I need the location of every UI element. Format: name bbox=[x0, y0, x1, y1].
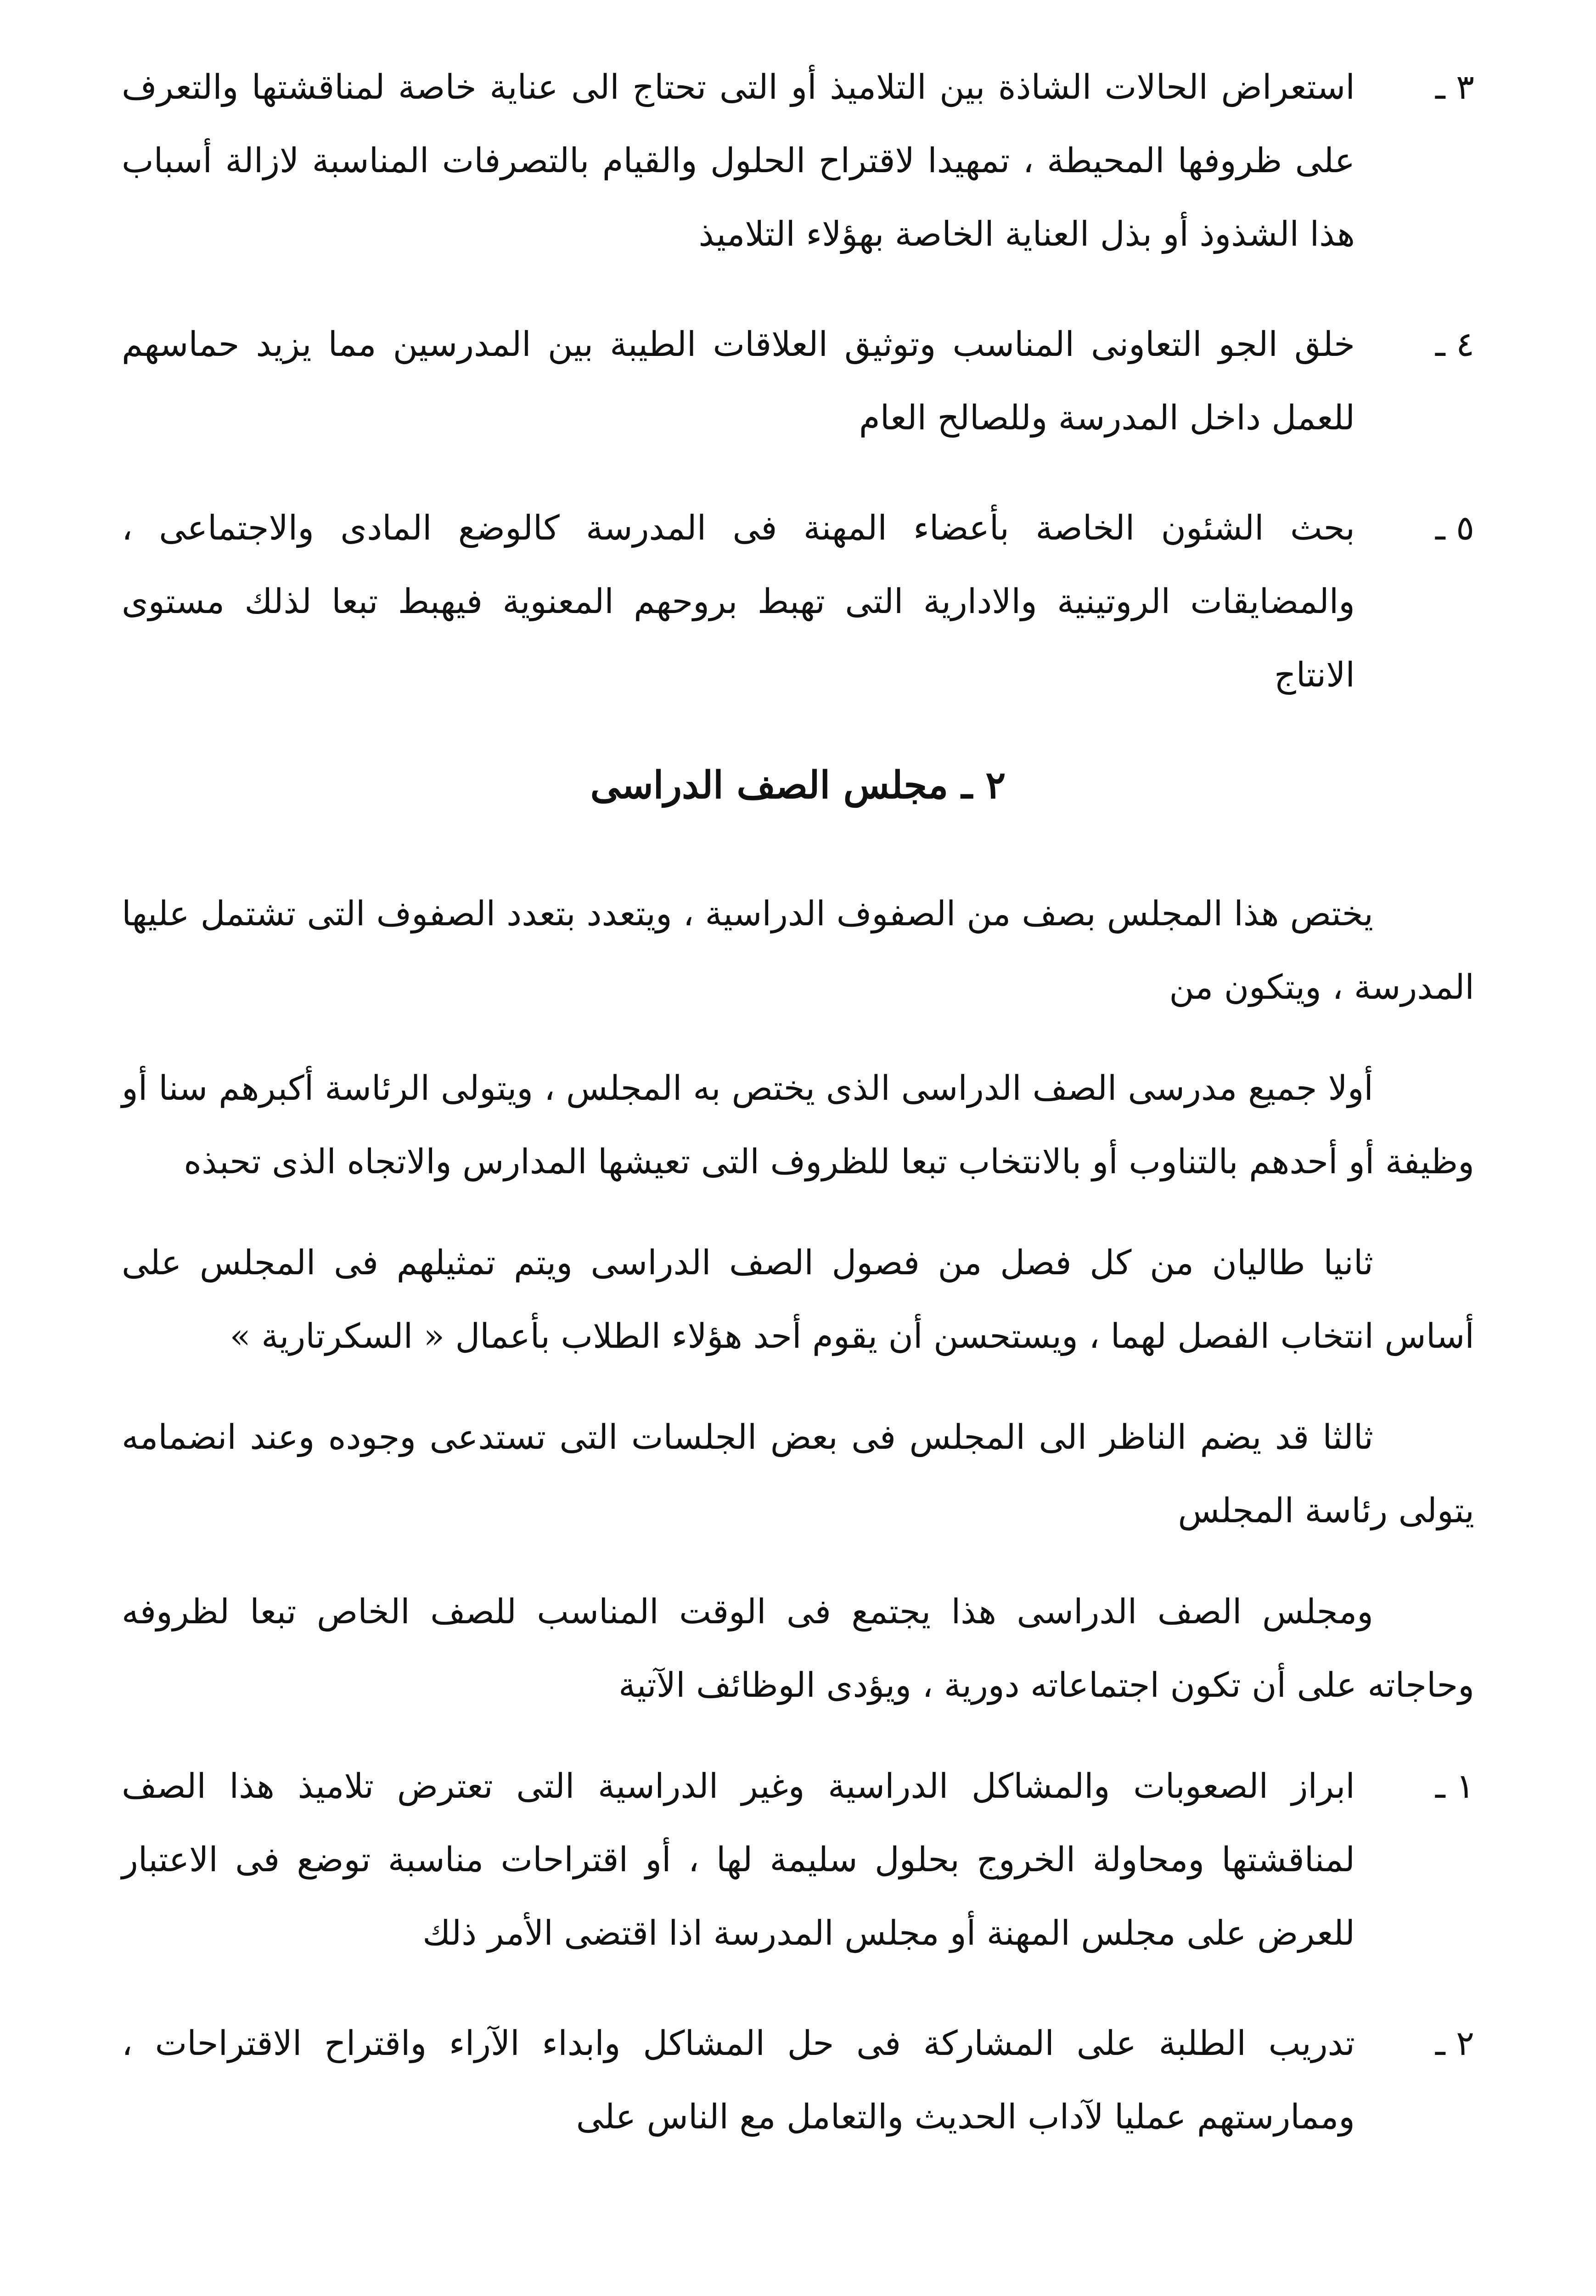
list-item bbox=[122, 308, 1474, 455]
list-item-number: ٥ ـ bbox=[1435, 508, 1474, 548]
list-item bbox=[122, 1750, 1474, 1970]
paragraph: أولا جميع مدرسى الصف الدراسى الذى يختص به المجلس ، ويتولى الرئاسة أكبرهم سنا أو وظيفة أو أحدهم بالتناوب أو بالانتخاب تبعا للظروف التى تعيشها المدارس والاتجاه الذى تحبذه bbox=[122, 1069, 1474, 1182]
section-heading: ٢ ـ مجلس الصف الدراسى bbox=[590, 763, 1006, 807]
paragraph: يختص هذا المجلس بصف من الصفوف الدراسية ، ويتعدد بتعدد الصفوف التى تشتمل عليها المدرسة ، ويتكون من bbox=[122, 894, 1474, 1007]
list-item-text: خلق الجو التعاونى المناسب وتوثيق العلاقات الطيبة بين المدرسين مما يزيد حماسهم للعمل داخل المدرسة وللصالح العام bbox=[122, 325, 1355, 438]
list-item bbox=[122, 2007, 1474, 2154]
paragraph: ثانيا طاليان من كل فصل من فصول الصف الدراسى ويتم تمثيلهم فى المجلس على أساس انتخاب الفصل لهما ، ويستحسن أن يقوم أحد هؤلاء الطلاب بأعمال « السكرتارية » bbox=[122, 1243, 1474, 1356]
paragraph: ثالثا قد يضم الناظر الى المجلس فى بعض الجلسات التى تستدعى وجوده وعند انضمامه يتولى رئاسة المجلس bbox=[122, 1418, 1474, 1531]
list-item-number: ٢ ـ bbox=[1435, 2024, 1474, 2063]
list-item-number: ١ ـ bbox=[1435, 1767, 1474, 1806]
list-item-text: ابراز الصعوبات والمشاكل الدراسية وغير الدراسية التى تعترض تلاميذ هذا الصف لمناقشتها ومحاولة الخروج بحلول سليمة لها ، أو اقتراحات مناسبة توضع فى الاعتبار للعرض على مجلس المهنة أو مجلس المدرسة اذا اقتضى الأمر ذلك bbox=[122, 1767, 1355, 1953]
list-item bbox=[122, 491, 1474, 712]
paragraph: ومجلس الصف الدراسى هذا يجتمع فى الوقت المناسب للصف الخاص تبعا لظروفه وحاجاته على أن تكون اجتماعاته دورية ، ويؤدى الوظائف الآتية bbox=[122, 1592, 1474, 1705]
list-item-text: استعراض الحالات الشاذة بين التلاميذ أو التى تحتاج الى عناية خاصة لمناقشتها والتعرف على ظروفها المحيطة ، تمهيدا لاقتراح الحلول والقيام بالتصرفات المناسبة لازالة أسباب هذا الشذوذ أو بذل العناية الخاصة بهؤلاء التلاميذ bbox=[122, 68, 1355, 254]
list-item-number: ٣ ـ bbox=[1435, 68, 1474, 107]
list-item bbox=[122, 51, 1474, 271]
list-item-number: ٤ ـ bbox=[1435, 325, 1474, 364]
list-item-text: تدريب الطلبة على المشاركة فى حل المشاكل وابداء الآراء واقتراح الاقتراحات ، وممارستهم عمليا لآداب الحديث والتعامل مع الناس على bbox=[122, 2024, 1355, 2137]
list-item-text: بحث الشئون الخاصة بأعضاء المهنة فى المدرسة كالوضع المادى والاجتماعى ، والمضايقات الروتينية والادارية التى تهبط بروحهم المعنوية فيهبط تبعا لذلك مستوى الانتاج bbox=[122, 508, 1355, 695]
